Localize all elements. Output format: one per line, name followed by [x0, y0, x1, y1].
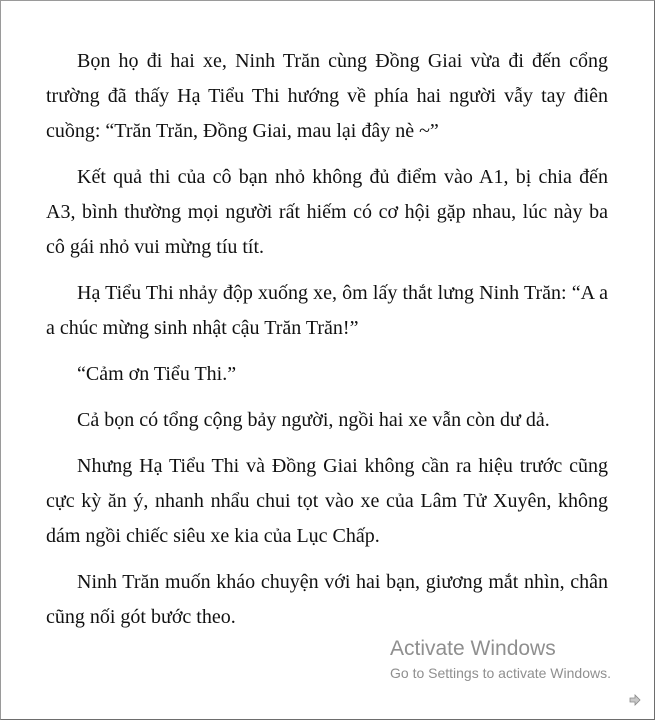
watermark-title: Activate Windows [390, 637, 556, 660]
document-body [46, 44, 608, 646]
paragraph-5: Cả bọn có tổng cộng bảy người, ngồi hai xe vẫn còn dư dả. [77, 409, 550, 431]
paragraph-2: Kết quả thi của cô bạn nhỏ không đủ điểm vào A1, bị chia đến A3, bình thường mọi người rất hiếm có cơ hội gặp nhau, lúc này ba cô gái nhỏ vui mừng tíu tít. [46, 166, 608, 258]
watermark-subtitle: Go to Settings to activate Windows. [390, 665, 611, 681]
activate-windows-watermark [390, 636, 611, 682]
paragraph-3: Hạ Tiểu Thi nhảy độp xuống xe, ôm lấy thắt lưng Ninh Trăn: “A a a chúc mừng sinh nhật cậu Trăn Trăn!” [46, 282, 608, 339]
paragraph-1: Bọn họ đi hai xe, Ninh Trăn cùng Đồng Giai vừa đi đến cổng trường đã thấy Hạ Tiểu Thi hướng về phía hai người vẫy tay điên cuồng: “Trăn Trăn, Đồng Giai, mau lại đây nè ~” [46, 50, 608, 142]
paragraph-6: Nhưng Hạ Tiểu Thi và Đồng Giai không cần ra hiệu trước cũng cực kỳ ăn ý, nhanh nhẩu chui tọt vào xe của Lâm Tử Xuyên, không dám ngồi chiếc siêu xe kia của Lục Chấp. [46, 455, 608, 547]
resize-corner-icon[interactable] [629, 694, 641, 706]
paragraph-7: Ninh Trăn muốn kháo chuyện với hai bạn, giương mắt nhìn, chân cũng nối gót bước theo. [46, 571, 608, 628]
paragraph-4: “Cảm ơn Tiểu Thi.” [77, 363, 237, 385]
